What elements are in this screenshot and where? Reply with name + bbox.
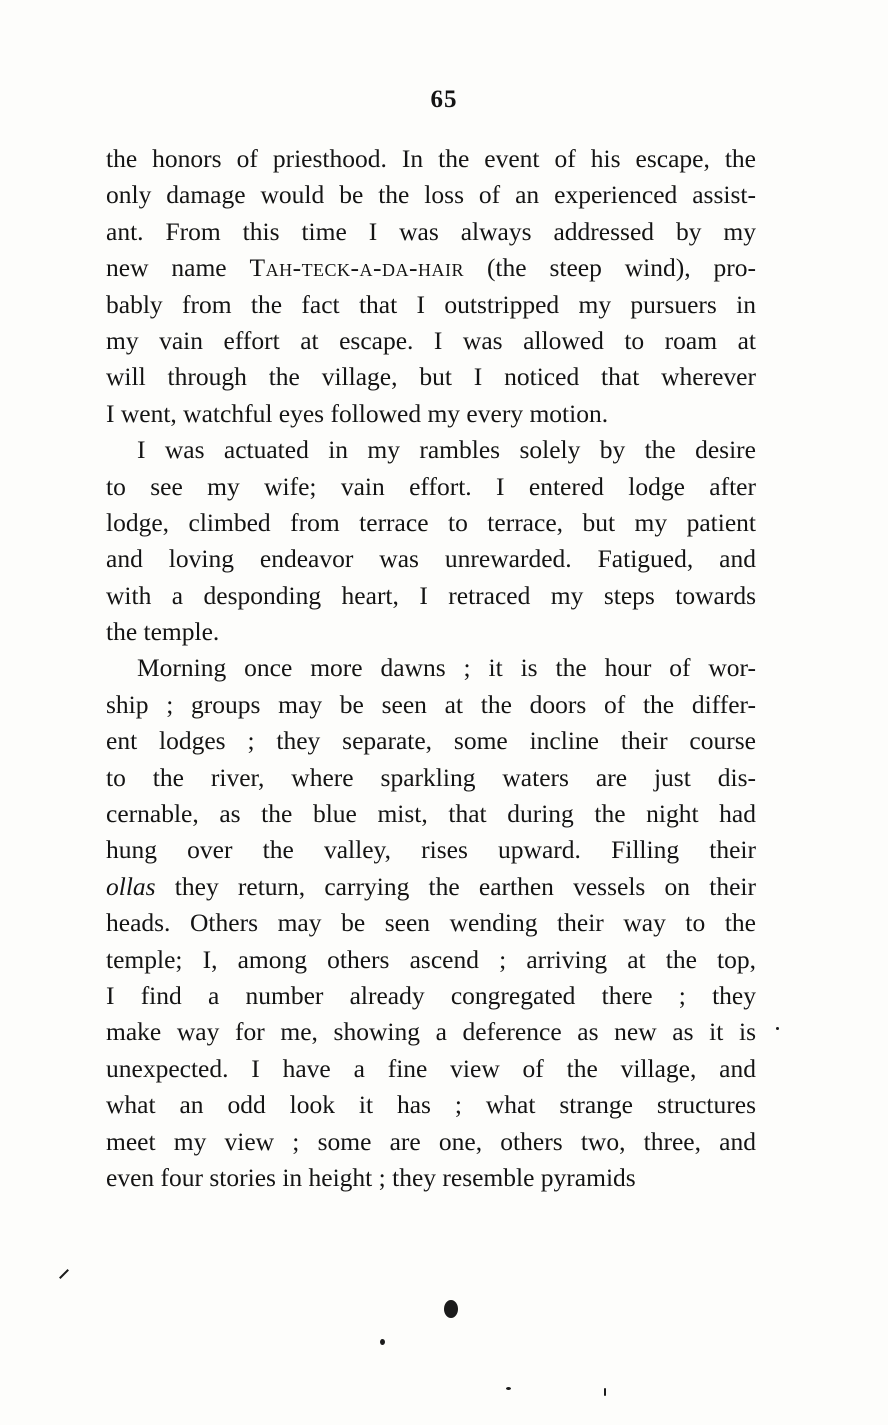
text-line	[106, 723, 756, 759]
text-line	[106, 396, 756, 432]
text-line	[106, 650, 756, 686]
text-segment: to the river, where sparkling waters are just dis-	[106, 762, 756, 792]
text-line	[106, 796, 756, 832]
text-line	[106, 214, 756, 250]
pencil-stroke-mark	[59, 1269, 69, 1279]
ink-speck-mark	[604, 1388, 606, 1396]
body-text	[106, 141, 756, 1196]
text-segment: Morning once more dawns ; it is the hour of wor-	[137, 653, 756, 683]
page-number: 65	[430, 86, 458, 113]
italic-word: ollas	[106, 871, 156, 901]
text-segment: ant. From this time I was always addressed by my	[106, 216, 756, 246]
text-line	[106, 1051, 756, 1087]
text-line	[106, 469, 756, 505]
text-line	[106, 942, 756, 978]
text-segment: the temple.	[106, 617, 220, 647]
text-line	[106, 1087, 756, 1123]
text-segment: the honors of priesthood. In the event of his escape, the	[106, 144, 756, 173]
text-segment: cernable, as the blue mist, that during the night had	[106, 799, 756, 829]
text-segment: will through the village, but I noticed that wherever	[106, 362, 756, 392]
text-line	[106, 760, 756, 796]
text-line	[106, 541, 756, 577]
text-segment: ship ; groups may be seen at the doors of the differ-	[106, 689, 756, 719]
text-segment: ent lodges ; they separate, some incline their course	[106, 726, 756, 756]
paragraph	[106, 650, 756, 1196]
text-line	[106, 1014, 756, 1050]
text-segment: I went, watchful eyes followed my every motion.	[106, 398, 609, 428]
text-segment: lodge, climbed from terrace to terrace, but my patient	[106, 507, 756, 537]
text-line	[106, 1124, 756, 1160]
indian-name: Tah-teck-a-da-hair	[249, 253, 465, 283]
ink-blot-mark	[444, 1300, 458, 1318]
text-segment: my vain effort at escape. I was allowed to roam at	[106, 325, 756, 355]
ink-speck-mark	[506, 1387, 511, 1390]
text-line	[106, 359, 756, 395]
text-segment: only damage would be the loss of an experienced assist-	[106, 180, 756, 210]
text-segment: bably from the fact that I outstripped my pursuers in	[106, 289, 756, 319]
text-segment: meet my view ; some are one, others two, three, and	[106, 1126, 756, 1156]
text-segment: what an odd look it has ; what strange structures	[106, 1090, 756, 1120]
text-segment: I was actuated in my rambles solely by the desire	[137, 435, 756, 465]
text-line	[106, 432, 756, 468]
text-segment: (the steep wind), pro-	[464, 253, 756, 283]
text-segment: I find a number already congregated there ; they	[106, 980, 756, 1010]
text-segment: unexpected. I have a fine view of the village, and	[106, 1053, 756, 1083]
text-segment: with a desponding heart, I retraced my steps towards	[106, 580, 756, 610]
paragraph	[106, 432, 756, 650]
text-segment: make way for me, showing a deference as new as it is	[106, 1017, 756, 1047]
text-line	[106, 978, 756, 1014]
text-line	[106, 578, 756, 614]
ink-speck-mark	[380, 1339, 385, 1345]
text-line	[106, 323, 756, 359]
text-segment: temple; I, among others ascend ; arriving at the top,	[106, 944, 756, 974]
text-line	[106, 687, 756, 723]
text-line	[106, 1160, 756, 1196]
paragraph	[106, 141, 756, 432]
text-segment: even four stories in height ; they resemble pyramids	[106, 1162, 636, 1192]
text-line	[106, 905, 756, 941]
text-line	[106, 287, 756, 323]
text-segment: hung over the valley, rises upward. Filling their	[106, 835, 756, 865]
text-line	[106, 505, 756, 541]
ink-speck-mark	[776, 1027, 779, 1030]
text-segment: to see my wife; vain effort. I entered lodge after	[106, 471, 756, 501]
text-line	[106, 869, 756, 905]
text-line	[106, 177, 756, 213]
text-segment: they return, carrying the earthen vessels on their	[155, 871, 756, 901]
text-line	[106, 141, 756, 177]
text-segment: and loving endeavor was unrewarded. Fatigued, and	[106, 544, 756, 574]
text-segment: new name	[106, 253, 250, 283]
text-line	[106, 250, 756, 286]
text-line	[106, 614, 756, 650]
text-segment: heads. Others may be seen wending their way to the	[106, 908, 756, 938]
text-line	[106, 832, 756, 868]
